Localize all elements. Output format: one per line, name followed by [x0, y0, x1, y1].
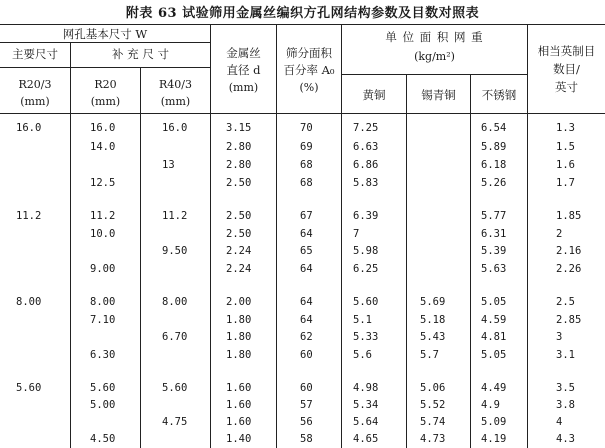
- cell-mesh: 2.5: [556, 296, 575, 308]
- cell-sieve-area: 64: [300, 314, 313, 326]
- cell-tin-bronze: 5.18: [420, 314, 446, 326]
- cell-stainless: 4.9: [481, 399, 500, 411]
- cell-mesh: 1.7: [556, 177, 575, 189]
- cell-brass: 7: [353, 228, 360, 240]
- cell-stainless: 5.05: [481, 296, 507, 308]
- cell-r40-3: 6.70: [162, 331, 188, 343]
- rule-weight-under: [341, 74, 527, 75]
- cell-r40-3: 9.50: [162, 245, 188, 257]
- cell-r20: 16.0: [90, 122, 116, 134]
- cell-wire-diameter: 1.80: [226, 349, 252, 361]
- cell-sieve-area: 65: [300, 245, 313, 257]
- cell-r20-3: 8.00: [16, 296, 42, 308]
- header-main-size: 主要尺寸: [12, 47, 58, 61]
- header-stainless: 不锈钢: [481, 88, 517, 102]
- cell-r40-3: 16.0: [162, 122, 188, 134]
- rule-header-bottom: [0, 113, 605, 114]
- cell-sieve-area: 58: [300, 433, 313, 445]
- header-r20: R20: [94, 78, 117, 91]
- cell-sieve-area: 64: [300, 228, 313, 240]
- cell-stainless: 5.09: [481, 416, 507, 428]
- cell-brass: 6.86: [353, 159, 379, 171]
- cell-brass: 5.83: [353, 177, 379, 189]
- cell-sieve-area: 68: [300, 159, 313, 171]
- cell-brass: 4.65: [353, 433, 379, 445]
- header-sieve-area-line1: 筛分面积: [286, 46, 332, 60]
- cell-brass: 5.64: [353, 416, 379, 428]
- cell-stainless: 6.31: [481, 228, 507, 240]
- cell-stainless: 5.63: [481, 263, 507, 275]
- cell-brass: 6.63: [353, 141, 379, 153]
- cell-mesh: 1.6: [556, 159, 575, 171]
- cell-r20: 4.50: [90, 433, 116, 445]
- cell-sieve-area: 56: [300, 416, 313, 428]
- cell-r20-3: 11.2: [16, 210, 42, 222]
- cell-mesh: 3.5: [556, 382, 575, 394]
- cell-wire-diameter: 1.80: [226, 331, 252, 343]
- cell-wire-diameter: 3.15: [226, 122, 252, 134]
- rule-col7: [470, 74, 471, 448]
- cell-brass: 6.39: [353, 210, 379, 222]
- cell-mesh: 3: [556, 331, 563, 343]
- header-r20-3-unit: (mm): [20, 95, 50, 108]
- cell-sieve-area: 60: [300, 349, 313, 361]
- header-unit-weight-unit: (kg/m²): [414, 50, 455, 63]
- cell-mesh: 1.85: [556, 210, 582, 222]
- cell-r20: 7.10: [90, 314, 116, 326]
- cell-r20-3: 5.60: [16, 382, 42, 394]
- cell-brass: 5.1: [353, 314, 372, 326]
- cell-sieve-area: 68: [300, 177, 313, 189]
- cell-mesh: 4.3: [556, 433, 575, 445]
- cell-mesh: 2.85: [556, 314, 582, 326]
- cell-mesh: 3.8: [556, 399, 575, 411]
- header-mesh-line1: 相当英制目: [537, 44, 596, 58]
- cell-stainless: 5.05: [481, 349, 507, 361]
- cell-r20: 5.60: [90, 382, 116, 394]
- cell-wire-diameter: 2.24: [226, 245, 252, 257]
- header-sieve-area-unit: (%): [299, 81, 319, 94]
- rule-size-under: [0, 67, 210, 68]
- cell-r40-3: 5.60: [162, 382, 188, 394]
- header-r40-3-unit: (mm): [160, 95, 191, 108]
- cell-wire-diameter: 2.80: [226, 141, 252, 153]
- cell-sieve-area: 62: [300, 331, 313, 343]
- cell-tin-bronze: 5.06: [420, 382, 446, 394]
- rule-col2: [140, 67, 141, 448]
- cell-tin-bronze: 5.7: [420, 349, 439, 361]
- rule-nominal-under: [0, 42, 210, 43]
- cell-tin-bronze: 5.52: [420, 399, 446, 411]
- cell-wire-diameter: 1.60: [226, 416, 252, 428]
- cell-r20: 9.00: [90, 263, 116, 275]
- cell-sieve-area: 70: [300, 122, 313, 134]
- cell-wire-diameter: 2.50: [226, 228, 252, 240]
- cell-r40-3: 13: [162, 159, 175, 171]
- cell-tin-bronze: 4.73: [420, 433, 446, 445]
- cell-wire-diameter: 2.80: [226, 159, 252, 171]
- cell-mesh: 1.3: [556, 122, 575, 134]
- cell-brass: 7.25: [353, 122, 379, 134]
- cell-wire-diameter: 2.50: [226, 177, 252, 189]
- header-tin-bronze: 锡青铜: [421, 88, 456, 102]
- cell-stainless: 4.81: [481, 331, 507, 343]
- rule-top: [0, 24, 605, 25]
- cell-stainless: 5.77: [481, 210, 507, 222]
- cell-wire-diameter: 2.00: [226, 296, 252, 308]
- cell-wire-diameter: 1.40: [226, 433, 252, 445]
- cell-stainless: 4.19: [481, 433, 507, 445]
- cell-r20-3: 16.0: [16, 122, 42, 134]
- cell-mesh: 2.16: [556, 245, 582, 257]
- cell-r20: 14.0: [90, 141, 116, 153]
- cell-mesh: 2.26: [556, 263, 582, 275]
- cell-sieve-area: 67: [300, 210, 313, 222]
- header-mesh-line2: 数目/: [553, 62, 580, 76]
- cell-stainless: 5.39: [481, 245, 507, 257]
- cell-sieve-area: 64: [300, 263, 313, 275]
- cell-r40-3: 11.2: [162, 210, 188, 222]
- cell-brass: 5.60: [353, 296, 379, 308]
- cell-mesh: 2: [556, 228, 563, 240]
- header-wire-diameter-unit: (mm): [228, 81, 259, 94]
- cell-r40-3: 8.00: [162, 296, 188, 308]
- table-caption: 附表 63 试验筛用金属丝编织方孔网结构参数及目数对照表: [125, 6, 480, 21]
- cell-sieve-area: 64: [300, 296, 313, 308]
- cell-stainless: 5.26: [481, 177, 507, 189]
- cell-brass: 4.98: [353, 382, 379, 394]
- cell-tin-bronze: 5.43: [420, 331, 446, 343]
- cell-sieve-area: 60: [300, 382, 313, 394]
- cell-wire-diameter: 1.60: [226, 382, 252, 394]
- header-brass: 黄铜: [362, 88, 386, 102]
- header-mesh-line3: 英寸: [555, 80, 578, 94]
- cell-sieve-area: 69: [300, 141, 313, 153]
- cell-wire-diameter: 2.50: [226, 210, 252, 222]
- cell-stainless: 5.89: [481, 141, 507, 153]
- cell-r20: 11.2: [90, 210, 116, 222]
- header-r20-unit: (mm): [90, 95, 121, 108]
- cell-brass: 6.25: [353, 263, 379, 275]
- cell-r20: 12.5: [90, 177, 116, 189]
- header-r20-3: R20/3: [18, 78, 52, 91]
- header-wire-diameter-line2: 直径 d: [226, 63, 261, 77]
- cell-mesh: 3.1: [556, 349, 575, 361]
- cell-brass: 5.98: [353, 245, 379, 257]
- cell-stainless: 4.49: [481, 382, 507, 394]
- cell-sieve-area: 57: [300, 399, 313, 411]
- cell-brass: 5.34: [353, 399, 379, 411]
- cell-tin-bronze: 5.69: [420, 296, 446, 308]
- header-unit-weight: 单 位 面 积 网 重: [385, 30, 484, 44]
- cell-stainless: 4.59: [481, 314, 507, 326]
- cell-r20: 8.00: [90, 296, 116, 308]
- cell-r20: 10.0: [90, 228, 116, 240]
- cell-r40-3: 4.75: [162, 416, 188, 428]
- cell-brass: 5.33: [353, 331, 379, 343]
- header-supplement-size: 补 充 尺 寸: [112, 47, 169, 61]
- cell-stainless: 6.54: [481, 122, 507, 134]
- cell-wire-diameter: 2.24: [226, 263, 252, 275]
- header-sieve-area-line2: 百分率 A₀: [283, 63, 335, 77]
- rule-col6: [406, 74, 407, 448]
- cell-wire-diameter: 1.80: [226, 314, 252, 326]
- cell-r20: 6.30: [90, 349, 116, 361]
- cell-r20: 5.00: [90, 399, 116, 411]
- cell-wire-diameter: 1.60: [226, 399, 252, 411]
- cell-brass: 5.6: [353, 349, 372, 361]
- header-nominal-size: 网孔基本尺寸 W: [62, 27, 148, 41]
- cell-tin-bronze: 5.74: [420, 416, 446, 428]
- header-r40-3: R40/3: [159, 78, 192, 91]
- cell-mesh: 1.5: [556, 141, 575, 153]
- cell-stainless: 6.18: [481, 159, 507, 171]
- cell-mesh: 4: [556, 416, 563, 428]
- header-wire-diameter-line1: 金属丝: [226, 46, 261, 60]
